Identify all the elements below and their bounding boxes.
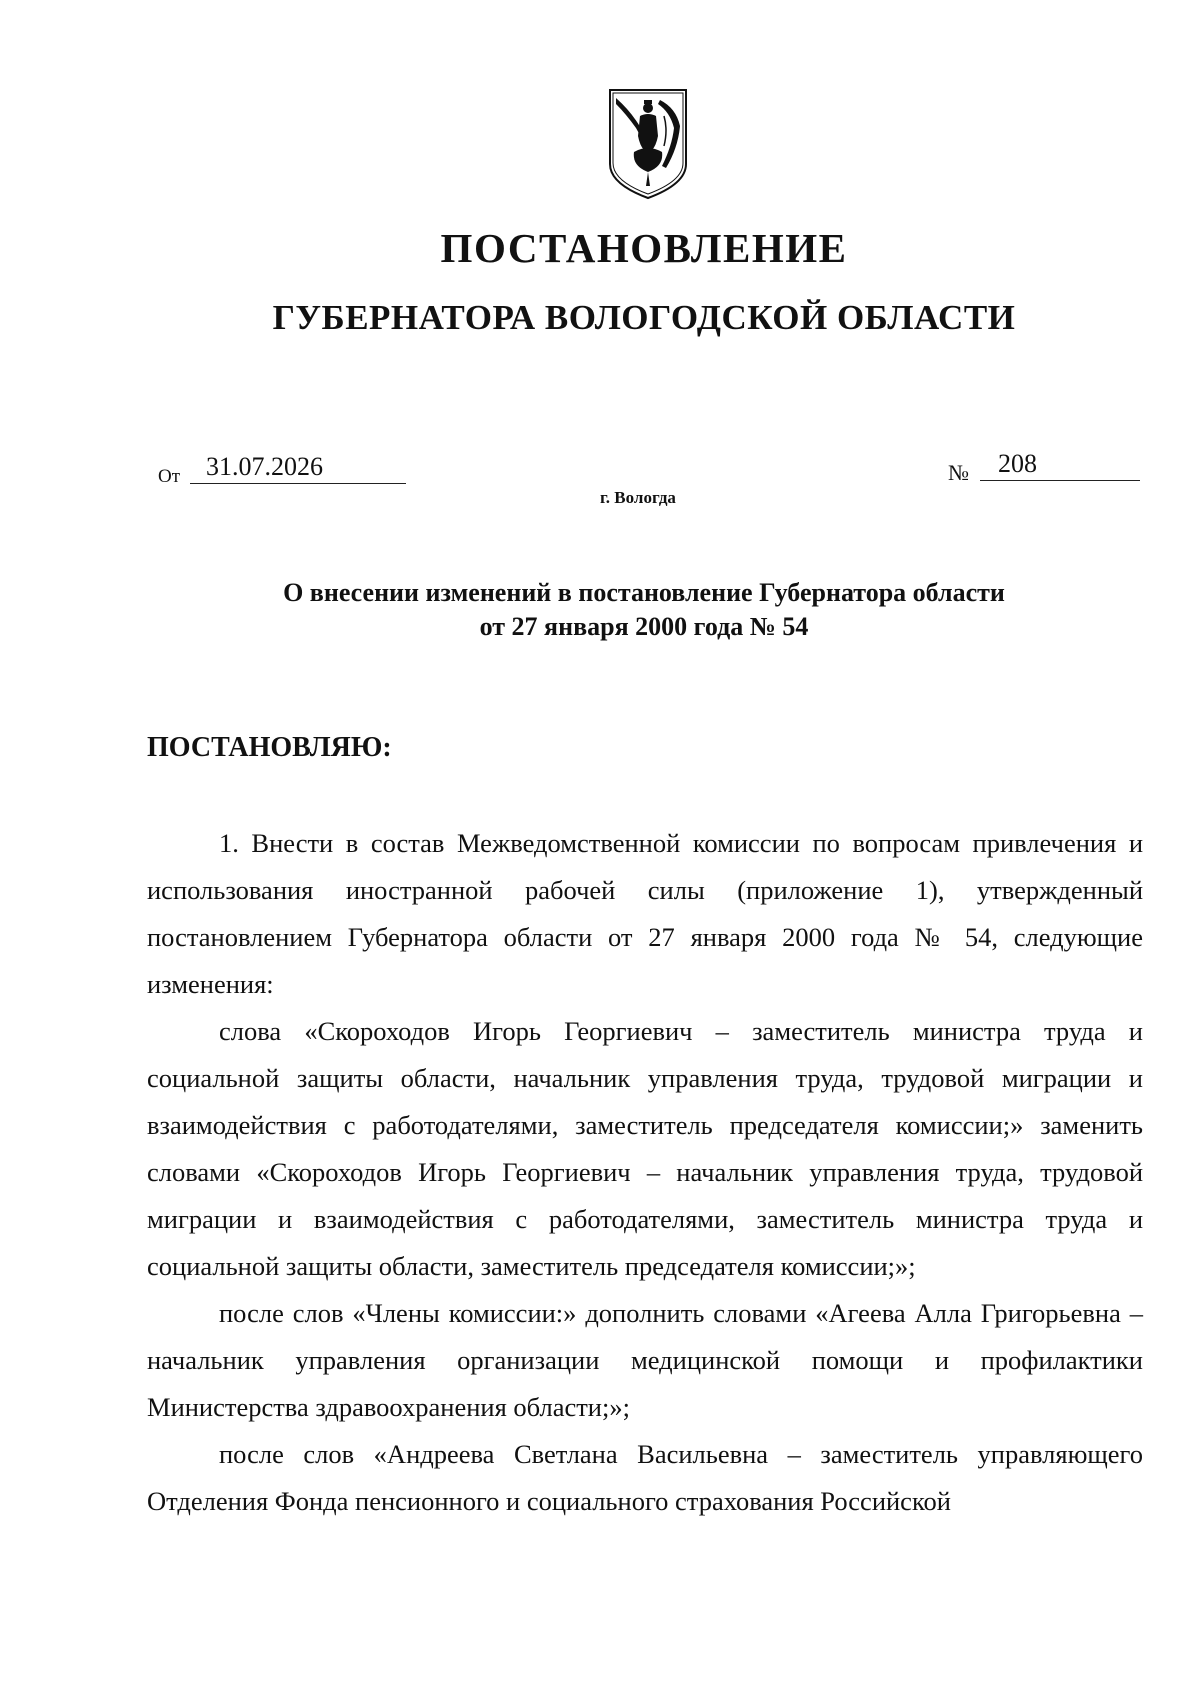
document-city: г. Вологда xyxy=(600,488,676,507)
document-number: 208 xyxy=(980,448,1140,481)
subject-line-2: от 27 января 2000 года № 54 xyxy=(479,612,809,641)
document-body xyxy=(147,820,1143,1525)
coat-of-arms-emblem xyxy=(606,86,690,202)
document-title: ПОСТАНОВЛЕНИЕ xyxy=(440,225,848,271)
date-label: От xyxy=(158,466,181,487)
document-subject xyxy=(0,576,1200,644)
number-label: № xyxy=(948,460,969,485)
resolve-heading: ПОСТАНОВЛЯЮ: xyxy=(147,732,392,763)
body-paragraph: слова «Скороходов Игорь Георгиевич – заместитель министра труда и социальной защиты области, начальник управления труда, трудовой миграции и взаимодействия с работодателями, заместитель председателя комиссии;» заменить словами «Скороходов Игорь Георгиевич – начальник управления труда, трудовой миграции и взаимодействия с работодателями, заместитель министра труда и социальной защиты области, заместитель председателя комиссии;»; xyxy=(147,1016,1143,1281)
document-issuer: ГУБЕРНАТОРА ВОЛОГОДСКОЙ ОБЛАСТИ xyxy=(272,298,1016,337)
subject-line-1: О внесении изменений в постановление Губернатора области xyxy=(283,578,1005,607)
document-date: 31.07.2026 xyxy=(190,451,406,484)
body-paragraph: 1. Внести в состав Межведомственной комиссии по вопросам привлечения и использования иностранной рабочей силы (приложение 1), утвержденный постановлением Губернатора области от 27 января 2000 года № 54, следующие изменения: xyxy=(147,828,1143,999)
body-paragraph: после слов «Андреева Светлана Васильевна – заместитель управляющего Отделения Фонда пенсионного и социального страхования Российской xyxy=(147,1439,1143,1516)
body-paragraph: после слов «Члены комиссии:» дополнить словами «Агеева Алла Григорьевна – начальник управления организации медицинской помощи и профилактики Министерства здравоохранения области;»; xyxy=(147,1298,1143,1422)
